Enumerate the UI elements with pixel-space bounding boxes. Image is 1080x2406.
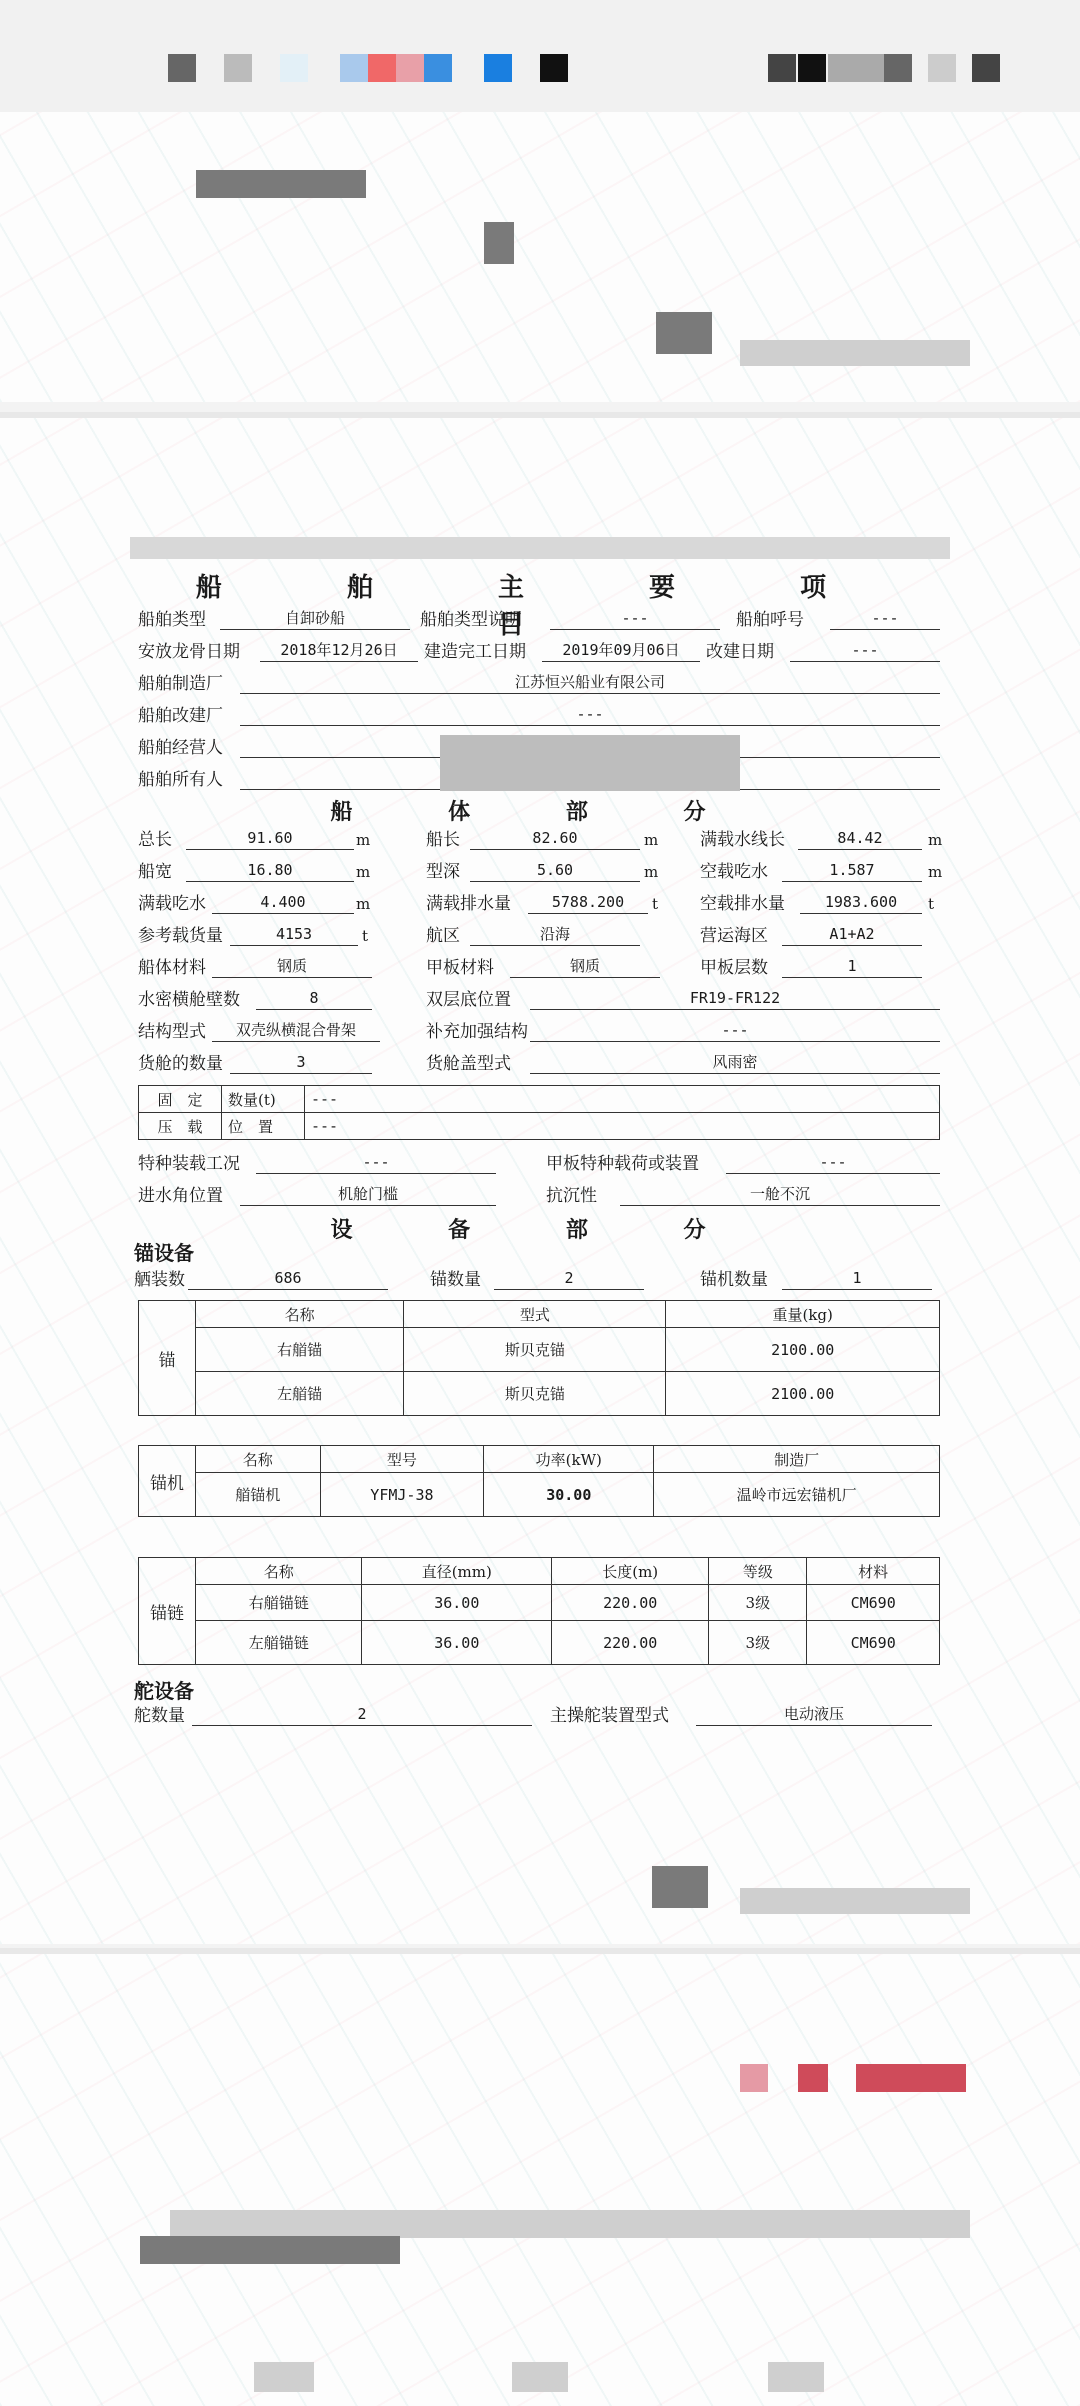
status-icon — [340, 54, 368, 82]
status-icon — [368, 54, 396, 82]
status-icon — [972, 54, 1000, 82]
table-cell: 3级 — [709, 1621, 807, 1665]
table-header: 重量(kg) — [666, 1301, 940, 1328]
lbp-label: 船长 — [426, 830, 460, 850]
anchor-side-label: 锚 — [139, 1301, 196, 1416]
previous-page[interactable] — [0, 112, 1080, 402]
redacted-text — [140, 2236, 400, 2264]
status-icon — [396, 54, 424, 82]
table-header: 名称 — [196, 1558, 362, 1585]
ballast-qty-label: 数量(t) — [222, 1086, 305, 1113]
call-sign-value: --- — [830, 607, 940, 630]
table-cell: 3级 — [709, 1585, 807, 1621]
full-draft-value: 4.400 — [212, 891, 354, 914]
table-header: 等级 — [709, 1558, 807, 1585]
redacted-owner — [440, 735, 740, 791]
depth-label: 型深 — [426, 862, 460, 882]
redacted-text — [254, 2362, 314, 2392]
redacted-header — [130, 537, 950, 559]
status-icon — [224, 54, 252, 82]
status-bar — [0, 0, 1080, 112]
redacted-mark — [798, 2064, 828, 2092]
breadth-value: 16.80 — [186, 859, 354, 882]
status-icon — [768, 54, 796, 82]
rudder-count-label: 舵数量 — [134, 1706, 185, 1726]
redacted-text — [512, 2362, 568, 2392]
call-sign-label: 船舶呼号 — [736, 610, 804, 630]
deck-mat-label: 甲板材料 — [426, 958, 494, 978]
table-header: 制造厂 — [654, 1446, 940, 1473]
ship-particulars-document — [130, 525, 950, 1755]
rebuild-date-value: --- — [790, 639, 940, 662]
status-icon — [484, 54, 512, 82]
document-title: 船 舶 主 要 项 目 — [195, 573, 885, 640]
builder-label: 船舶制造厂 — [138, 674, 223, 694]
light-disp-label: 空载排水量 — [700, 894, 785, 914]
windlass-table — [138, 1445, 940, 1517]
sea-label: 营运海区 — [700, 926, 768, 946]
holds-value: 3 — [230, 1051, 372, 1074]
hull-mat-value: 钢质 — [212, 955, 372, 978]
steering-gear-value: 电动液压 — [696, 1703, 932, 1726]
table-cell: 220.00 — [552, 1621, 709, 1665]
redacted-text — [740, 1888, 970, 1914]
lwl-value: 84.42 — [798, 827, 922, 850]
cargo-value: 4153 — [230, 923, 358, 946]
table-cell: 36.00 — [362, 1621, 552, 1665]
structure-value: 双壳纵横混合骨架 — [212, 1019, 380, 1042]
redacted-text — [484, 222, 514, 264]
redacted-text — [740, 340, 970, 366]
ship-type-value: 自卸砂船 — [220, 607, 410, 630]
lwl-label: 满载水线长 — [700, 830, 785, 850]
special-value: --- — [256, 1151, 496, 1174]
structure-label: 结构型式 — [138, 1022, 206, 1042]
light-draft-label: 空载吃水 — [700, 862, 768, 882]
table-cell: 2100.00 — [666, 1372, 940, 1416]
deck-layers-value: 1 — [782, 955, 922, 978]
type-desc-label: 船舶类型说明 — [420, 610, 522, 630]
ballast-qty-value: --- — [305, 1086, 940, 1113]
ballast-pos-label: 位 置 — [222, 1113, 305, 1140]
redacted-text — [196, 170, 366, 198]
status-icon — [168, 54, 196, 82]
lbp-value: 82.60 — [470, 827, 640, 850]
keel-date-label: 安放龙骨日期 — [138, 642, 240, 662]
dbl-bottom-label: 双层底位置 — [426, 990, 511, 1010]
reinforce-value: --- — [530, 1019, 940, 1042]
redacted-mark — [740, 2064, 768, 2092]
steering-gear-label: 主操舵装置型式 — [550, 1706, 669, 1726]
unit: m — [356, 863, 371, 881]
rebuilder-label: 船舶改建厂 — [138, 706, 223, 726]
rudder-heading: 舵设备 — [134, 1679, 194, 1703]
breadth-label: 船宽 — [138, 862, 172, 882]
rebuilder-value: --- — [240, 703, 940, 726]
ballast-label-b: 压 载 — [139, 1113, 222, 1140]
redacted-text — [768, 2362, 824, 2392]
hull-mat-label: 船体材料 — [138, 958, 206, 978]
table-cell: 左艏锚 — [196, 1372, 404, 1416]
bulkheads-value: 8 — [256, 987, 372, 1010]
table-cell: 艏锚机 — [196, 1473, 321, 1517]
table-cell: 220.00 — [552, 1585, 709, 1621]
area-value: 沿海 — [470, 923, 640, 946]
light-disp-value: 1983.600 — [800, 891, 922, 914]
flood-value: 机舱门槛 — [240, 1183, 496, 1206]
table-header: 直径(mm) — [362, 1558, 552, 1585]
table-cell: 2100.00 — [666, 1328, 940, 1372]
rebuild-date-label: 改建日期 — [706, 642, 774, 662]
status-icon — [540, 54, 568, 82]
unit: m — [356, 831, 371, 849]
chain-table — [138, 1557, 940, 1665]
windlass-side-label: 锚机 — [139, 1446, 196, 1517]
full-disp-value: 5788.200 — [528, 891, 648, 914]
ship-type-label: 船舶类型 — [138, 610, 206, 630]
table-cell: 36.00 — [362, 1585, 552, 1621]
table-header: 型式 — [404, 1301, 666, 1328]
table-header: 名称 — [196, 1446, 321, 1473]
table-cell: 斯贝克锚 — [404, 1328, 666, 1372]
status-icon — [884, 54, 912, 82]
loa-label: 总长 — [138, 830, 172, 850]
table-cell: 右艏锚 — [196, 1328, 404, 1372]
builder-value: 江苏恒兴船业有限公司 — [240, 671, 940, 694]
unit: m — [928, 831, 943, 849]
hatch-label: 货舱盖型式 — [426, 1054, 511, 1074]
table-cell: CM690 — [807, 1621, 940, 1665]
keel-date-value: 2018年12月26日 — [260, 639, 418, 662]
table-cell: 左艏锚链 — [196, 1621, 362, 1665]
table-cell: 30.00 — [484, 1473, 654, 1517]
unit: m — [644, 831, 659, 849]
flood-label: 进水角位置 — [138, 1186, 223, 1206]
holds-label: 货舱的数量 — [138, 1054, 223, 1074]
table-cell: 温岭市远宏锚机厂 — [654, 1473, 940, 1517]
special-label: 特种装载工况 — [138, 1154, 240, 1174]
type-desc-value: --- — [550, 607, 720, 630]
unit: t — [928, 895, 935, 913]
deck-special-value: --- — [726, 1151, 940, 1174]
table-cell: CM690 — [807, 1585, 940, 1621]
numeral-value: 686 — [188, 1267, 388, 1290]
area-label: 航区 — [426, 926, 460, 946]
table-cell: 右艏锚链 — [196, 1585, 362, 1621]
table-header: 名称 — [196, 1301, 404, 1328]
rudder-count-value: 2 — [192, 1703, 532, 1726]
deck-mat-value: 钢质 — [510, 955, 660, 978]
unit: t — [652, 895, 659, 913]
redacted-text — [652, 1866, 708, 1908]
chain-side-label: 锚链 — [139, 1558, 196, 1665]
deck-special-label: 甲板特种载荷或装置 — [546, 1154, 699, 1174]
table-header: 材料 — [807, 1558, 940, 1585]
reinforce-label: 补充加强结构 — [426, 1022, 528, 1042]
status-icon — [424, 54, 452, 82]
operator-label: 船舶经营人 — [138, 738, 223, 758]
table-header: 长度(m) — [552, 1558, 709, 1585]
table-header: 型号 — [320, 1446, 484, 1473]
status-icon — [798, 54, 826, 82]
table-cell: YFMJ-38 — [320, 1473, 484, 1517]
status-icon — [828, 54, 888, 82]
table-cell: 斯贝克锚 — [404, 1372, 666, 1416]
ballast-label-a: 固 定 — [139, 1086, 222, 1113]
ballast-table — [138, 1085, 940, 1140]
build-date-value: 2019年09月06日 — [542, 639, 700, 662]
light-draft-value: 1.587 — [782, 859, 922, 882]
sink-value: 一舱不沉 — [620, 1183, 940, 1206]
anchor-heading: 锚设备 — [134, 1241, 194, 1265]
redacted-text — [656, 312, 712, 354]
full-disp-label: 满载排水量 — [426, 894, 511, 914]
bulkheads-label: 水密横舱壁数 — [138, 990, 240, 1010]
sea-value: A1+A2 — [782, 923, 922, 946]
anchor-count-label: 锚数量 — [430, 1270, 481, 1290]
windlass-count-value: 1 — [782, 1267, 932, 1290]
status-icon — [280, 54, 308, 82]
deck-layers-label: 甲板层数 — [700, 958, 768, 978]
windlass-count-label: 锚机数量 — [700, 1270, 768, 1290]
sink-label: 抗沉性 — [546, 1186, 597, 1206]
hull-section-title: 船 体 部 分 — [330, 799, 750, 825]
redacted-mark — [856, 2064, 966, 2092]
full-draft-label: 满载吃水 — [138, 894, 206, 914]
cargo-label: 参考载货量 — [138, 926, 223, 946]
unit: m — [928, 863, 943, 881]
depth-value: 5.60 — [470, 859, 640, 882]
table-header: 功率(kW) — [484, 1446, 654, 1473]
hatch-value: 风雨密 — [530, 1051, 940, 1074]
anchor-count-value: 2 — [494, 1267, 644, 1290]
unit: m — [644, 863, 659, 881]
equipment-section-title: 设 备 部 分 — [330, 1217, 750, 1243]
dbl-bottom-value: FR19-FR122 — [530, 987, 940, 1010]
build-date-label: 建造完工日期 — [424, 642, 526, 662]
numeral-label: 舾装数 — [134, 1270, 185, 1290]
anchor-table — [138, 1300, 940, 1416]
unit: t — [362, 927, 369, 945]
owner-label: 船舶所有人 — [138, 770, 223, 790]
ballast-pos-value: --- — [305, 1113, 940, 1140]
redacted-text — [170, 2210, 970, 2238]
status-icon — [928, 54, 956, 82]
next-page[interactable] — [0, 1948, 1080, 2406]
unit: m — [356, 895, 371, 913]
loa-value: 91.60 — [186, 827, 354, 850]
